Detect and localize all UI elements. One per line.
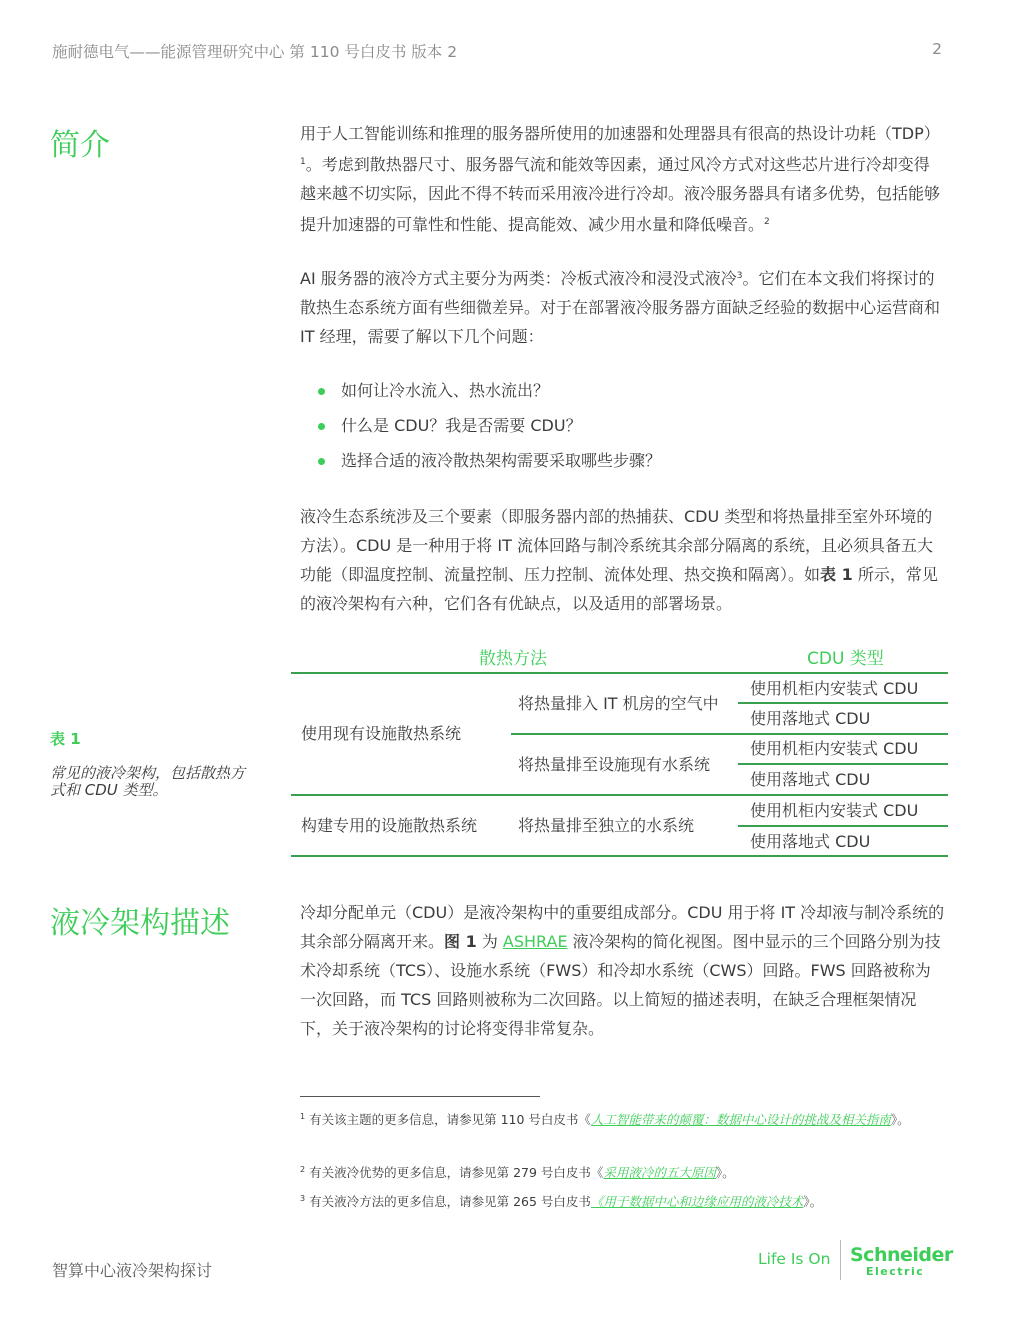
ashrae-link[interactable]: ASHRAE [502,932,568,951]
list-item: 什么是 CDU？我是否需要 CDU？ [318,411,938,446]
table-label: 表 1 [50,730,81,748]
table-rule [291,855,948,857]
logo-divider [840,1240,841,1280]
intro-paragraph-3: 液冷生态系统涉及三个要素（即服务器内部的热捕获、CDU 类型和将热量排至室外环境的方法）。CDU 是一种用于将 IT 流体回路与制冷系统其余部分隔离的系统，且必须具备五大功能（即温度控制、流量控制、压力控制、流体处理、热交换和隔离）。如表 1 所示，常见的液冷架构有六种，它们各有优缺点，以及适用的部署场景。 [300,507,938,613]
table-rule [291,672,948,674]
footnote-ref-3[interactable]: 3 [736,271,743,281]
table-rule [511,733,948,735]
intro-paragraph-1: 用于人工智能训练和推理的服务器所使用的加速器和处理器具有很高的热设计功耗（TDP）$^1$。考虑到散热器尺寸、服务器气流和能效等因素，通过风冷方式对这些芯片进行冷却变得越来越不切实际，因此不得不转而采用液冷进行冷却。液冷服务器具有诸多优势，包括能够提升加速器的可靠性和性能、提高能效、减少用水量和降低噪音。$^2$ [300,124,941,234]
question-list [318,376,938,481]
table-description: 常见的液冷架构，包括散热方式和 CDU 类型。 [50,764,246,799]
method-cell: 将热量排至设施现有水系统 [518,755,711,774]
cdu-cell: 使用机柜内安装式 CDU [750,679,919,698]
list-item: 如何让冷水流入、热水流出？ [318,376,938,411]
table-rule [738,763,948,765]
cdu-cell: 使用落地式 CDU [750,709,871,728]
bullet-icon [318,423,325,430]
tagline: Life Is On [758,1250,831,1268]
method-cell: 将热量排入 IT 机房的空气中 [518,694,719,713]
cdu-cell: 使用机柜内安装式 CDU [750,801,919,820]
page-number: 2 [932,40,942,58]
footnote-link[interactable]: 人工智能带来的颠覆：数据中心设计的挑战及相关指南 [590,1112,891,1127]
table-reference: 表 1 [820,565,853,584]
table-rule [738,702,948,704]
schneider-logo [756,1240,952,1284]
column-header-method: 散热方法 [479,649,547,669]
footnote-3: $^3$ 有关液冷方法的更多信息，请参见第 265 号白皮书《用于数据中心和边缘应用的液冷技术》。 [300,1194,823,1209]
bullet-icon [318,388,325,395]
footnote-1: $^1$ 有关该主题的更多信息，请参见第 110 号白皮书《人工智能带来的颠覆：数据中心设计的挑战及相关指南》。 [300,1112,910,1127]
footnote-2: $^2$ 有关液冷优势的更多信息，请参见第 279 号白皮书《采用液冷的五大原因》。 [300,1165,735,1180]
cdu-cell: 使用机柜内安装式 CDU [750,739,919,758]
footnote-link[interactable]: 采用液冷的五大原因 [603,1165,716,1180]
list-item: 选择合适的液冷散热架构需要采取哪些步骤？ [318,446,938,481]
document-title: 施耐德电气——能源管理研究中心 第 110 号白皮书 版本 2 [52,43,458,61]
figure-reference: 图 1 [444,932,477,951]
table-rule [291,794,948,796]
footnote-ref-2[interactable]: 2 [764,217,770,227]
footnote-ref-1[interactable]: 1 [300,157,306,167]
table-caption [50,728,250,799]
architecture-paragraph: 冷却分配单元（CDU）是液冷架构中的重要组成部分。CDU 用于将 IT 冷却液与制冷系统的其余部分隔离开来。图 1 为 ASHRAE 液冷架构的简化视图。图中显示的三个回路分别为技术冷却系统（TCS）、设施水系统（FWS）和冷却水系统（CWS）回路。FWS 回路被称为一次回路，而 TCS 回路则被称为二次回路。以上简短的描述表明，在缺乏合理框架情况下，关于液冷架构的讨论将变得非常复杂。 [300,903,945,1038]
section-heading-architecture: 液冷架构描述 [50,906,230,941]
footer-title: 智算中心液冷架构探讨 [52,1261,213,1280]
group-label-existing: 使用现有设施散热系统 [301,724,462,743]
brand-name: Schneider [850,1244,953,1266]
architecture-table [291,638,948,858]
cdu-cell: 使用落地式 CDU [750,832,871,851]
page-header [52,40,942,66]
section-heading-intro: 简介 [50,128,110,163]
column-header-cdu: CDU 类型 [807,649,884,669]
group-label-dedicated: 构建专用的设施散热系统 [301,816,478,835]
cdu-cell: 使用落地式 CDU [750,770,871,789]
footnote-link[interactable]: 《用于数据中心和边缘应用的液冷技术 [590,1194,804,1209]
method-cell: 将热量排至独立的水系统 [518,816,695,835]
intro-paragraph-2: AI 服务器的液冷方式主要分为两类：冷板式液冷和浸没式液冷$^3$。它们在本文我们将探讨的散热生态系统方面有些细微差异。对于在部署液冷服务器方面缺乏经验的数据中心运营商和 IT 经理，需要了解以下几个问题： [300,269,941,346]
footnote-divider [300,1096,540,1097]
bullet-icon [318,458,325,465]
brand-subname: Electric [866,1265,925,1278]
table-rule [738,825,948,827]
